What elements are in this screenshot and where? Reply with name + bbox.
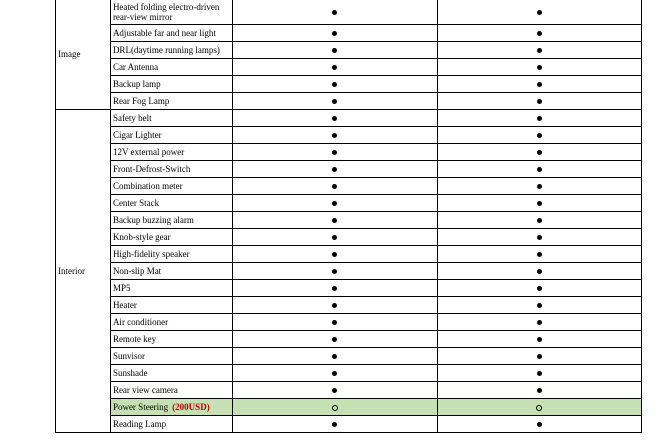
table-row [56,144,642,161]
table-row [56,212,642,229]
trim-a-cell [233,127,437,144]
trim-b-cell [437,263,642,280]
feature-cell [110,280,232,297]
table-row [56,76,642,93]
filled-dot-icon [537,65,542,70]
category-cell: Image [56,0,111,110]
filled-dot-icon [332,31,337,36]
filled-dot-icon [332,371,337,376]
trim-a-cell [233,399,437,416]
open-circle-icon [332,405,338,411]
trim-a-cell [233,76,437,93]
feature-label: Rear view camera [112,385,178,395]
trim-a-cell [233,365,437,382]
filled-dot-icon [332,354,337,359]
filled-dot-icon [537,303,542,308]
trim-a-cell [233,195,437,212]
filled-dot-icon [332,167,337,172]
trim-b-cell [437,348,642,365]
feature-label: Center Stack [112,198,160,208]
category-cell: Interior [56,110,111,433]
feature-label: DRL(daytime running lamps) [112,45,220,55]
trim-b-cell [437,76,642,93]
trim-b-cell [437,365,642,382]
feature-cell [110,348,232,365]
feature-cell [110,195,232,212]
feature-cell [110,212,232,229]
trim-a-cell [233,42,437,59]
filled-dot-icon [332,303,337,308]
trim-a-cell [233,246,437,263]
filled-dot-icon [332,320,337,325]
table-row [56,246,642,263]
feature-label: Non-slip Mat [112,266,162,276]
feature-label: Power Steering [112,402,169,412]
filled-dot-icon [332,286,337,291]
filled-dot-icon [537,116,542,121]
trim-a-cell [233,331,437,348]
feature-cell [110,93,232,110]
feature-cell [110,399,232,416]
filled-dot-icon [537,48,542,53]
table-row [56,178,642,195]
feature-cell [110,0,232,25]
feature-cell [110,76,232,93]
trim-b-cell [437,382,642,399]
filled-dot-icon [332,48,337,53]
table-row [56,110,642,127]
price-note: (200USD) [172,402,210,412]
filled-dot-icon [537,320,542,325]
filled-dot-icon [332,150,337,155]
table-row [56,280,642,297]
filled-dot-icon [332,65,337,70]
trim-b-cell [437,399,642,416]
table-row [56,229,642,246]
trim-b-cell [437,331,642,348]
filled-dot-icon [537,252,542,257]
trim-b-cell [437,314,642,331]
trim-a-cell [233,59,437,76]
filled-dot-icon [537,10,542,15]
trim-a-cell [233,161,437,178]
spec-table [55,0,642,433]
table-row [56,416,642,433]
trim-b-cell [437,280,642,297]
feature-cell [110,314,232,331]
feature-label: Combination meter [112,181,183,191]
feature-cell [110,110,232,127]
feature-cell [110,144,232,161]
feature-label: MP5 [112,283,131,293]
filled-dot-icon [537,82,542,87]
feature-cell [110,127,232,144]
table-row [56,93,642,110]
filled-dot-icon [537,235,542,240]
filled-dot-icon [537,99,542,104]
feature-label: Knob-style gear [112,232,171,242]
trim-b-cell [437,246,642,263]
trim-a-cell [233,93,437,110]
feature-cell [110,178,232,195]
feature-label: High-fidelity speaker [112,249,190,259]
table-row [56,348,642,365]
filled-dot-icon [537,388,542,393]
filled-dot-icon [537,31,542,36]
filled-dot-icon [537,201,542,206]
trim-b-cell [437,416,642,433]
trim-b-cell [437,161,642,178]
feature-label: 12V external power [112,147,185,157]
feature-cell [110,263,232,280]
filled-dot-icon [537,354,542,359]
filled-dot-icon [537,371,542,376]
filled-dot-icon [537,150,542,155]
filled-dot-icon [332,10,337,15]
filled-dot-icon [537,286,542,291]
feature-cell [110,246,232,263]
feature-label: Adjustable far and near light [112,28,216,38]
feature-label: Car Antenna [112,62,159,72]
spec-table-body [56,0,642,433]
feature-cell [110,331,232,348]
feature-label: Front-Defrost-Switch [112,164,191,174]
feature-label: Safety belt [112,113,152,123]
table-row [56,59,642,76]
filled-dot-icon [537,337,542,342]
filled-dot-icon [332,116,337,121]
trim-a-cell [233,0,437,25]
trim-a-cell [233,314,437,331]
trim-a-cell [233,25,437,42]
filled-dot-icon [332,184,337,189]
filled-dot-icon [537,422,542,427]
trim-a-cell [233,212,437,229]
filled-dot-icon [332,252,337,257]
feature-label: Heated folding electro-driven rear-view mirror [112,1,220,22]
trim-b-cell [437,144,642,161]
filled-dot-icon [332,99,337,104]
trim-b-cell [437,42,642,59]
feature-label: Backup buzzing alarm [112,215,194,225]
filled-dot-icon [537,218,542,223]
trim-a-cell [233,144,437,161]
trim-b-cell [437,93,642,110]
trim-a-cell [233,280,437,297]
table-row [56,25,642,42]
table-row [56,331,642,348]
filled-dot-icon [332,388,337,393]
filled-dot-icon [537,133,542,138]
trim-b-cell [437,212,642,229]
trim-b-cell [437,25,642,42]
trim-a-cell [233,416,437,433]
trim-a-cell [233,229,437,246]
filled-dot-icon [332,201,337,206]
feature-label: Cigar Lighter [112,130,162,140]
feature-label: Rear Fog Lamp [112,96,170,106]
feature-cell [110,416,232,433]
filled-dot-icon [332,133,337,138]
trim-b-cell [437,297,642,314]
trim-b-cell [437,127,642,144]
trim-a-cell [233,348,437,365]
table-row [56,195,642,212]
feature-cell [110,161,232,178]
table-row [56,263,642,280]
feature-cell [110,297,232,314]
trim-b-cell [437,195,642,212]
feature-cell [110,229,232,246]
table-row [56,0,642,25]
table-row [56,314,642,331]
feature-label: Sunshade [112,368,148,378]
table-row [56,127,642,144]
trim-a-cell [233,297,437,314]
feature-label: Air conditioner [112,317,169,327]
feature-cell [110,59,232,76]
feature-label: Reading Lamp [112,419,167,429]
table-row [56,161,642,178]
trim-a-cell [233,178,437,195]
filled-dot-icon [332,218,337,223]
trim-b-cell [437,178,642,195]
feature-label: Heater [112,300,137,310]
feature-label: Backup lamp [112,79,161,89]
filled-dot-icon [537,184,542,189]
table-row [56,297,642,314]
trim-b-cell [437,110,642,127]
table-row [56,42,642,59]
open-circle-icon [536,405,542,411]
filled-dot-icon [537,167,542,172]
feature-cell [110,382,232,399]
filled-dot-icon [332,235,337,240]
trim-b-cell [437,229,642,246]
filled-dot-icon [332,82,337,87]
feature-cell [110,365,232,382]
feature-label: Sunvisor [112,351,145,361]
trim-b-cell [437,59,642,76]
trim-b-cell [437,0,642,25]
feature-cell [110,42,232,59]
table-row [56,382,642,399]
trim-a-cell [233,263,437,280]
filled-dot-icon [332,422,337,427]
table-row [56,399,642,416]
feature-cell [110,25,232,42]
filled-dot-icon [332,269,337,274]
trim-a-cell [233,382,437,399]
filled-dot-icon [537,269,542,274]
trim-a-cell [233,110,437,127]
feature-label: Remote key [112,334,157,344]
table-row [56,365,642,382]
filled-dot-icon [332,337,337,342]
